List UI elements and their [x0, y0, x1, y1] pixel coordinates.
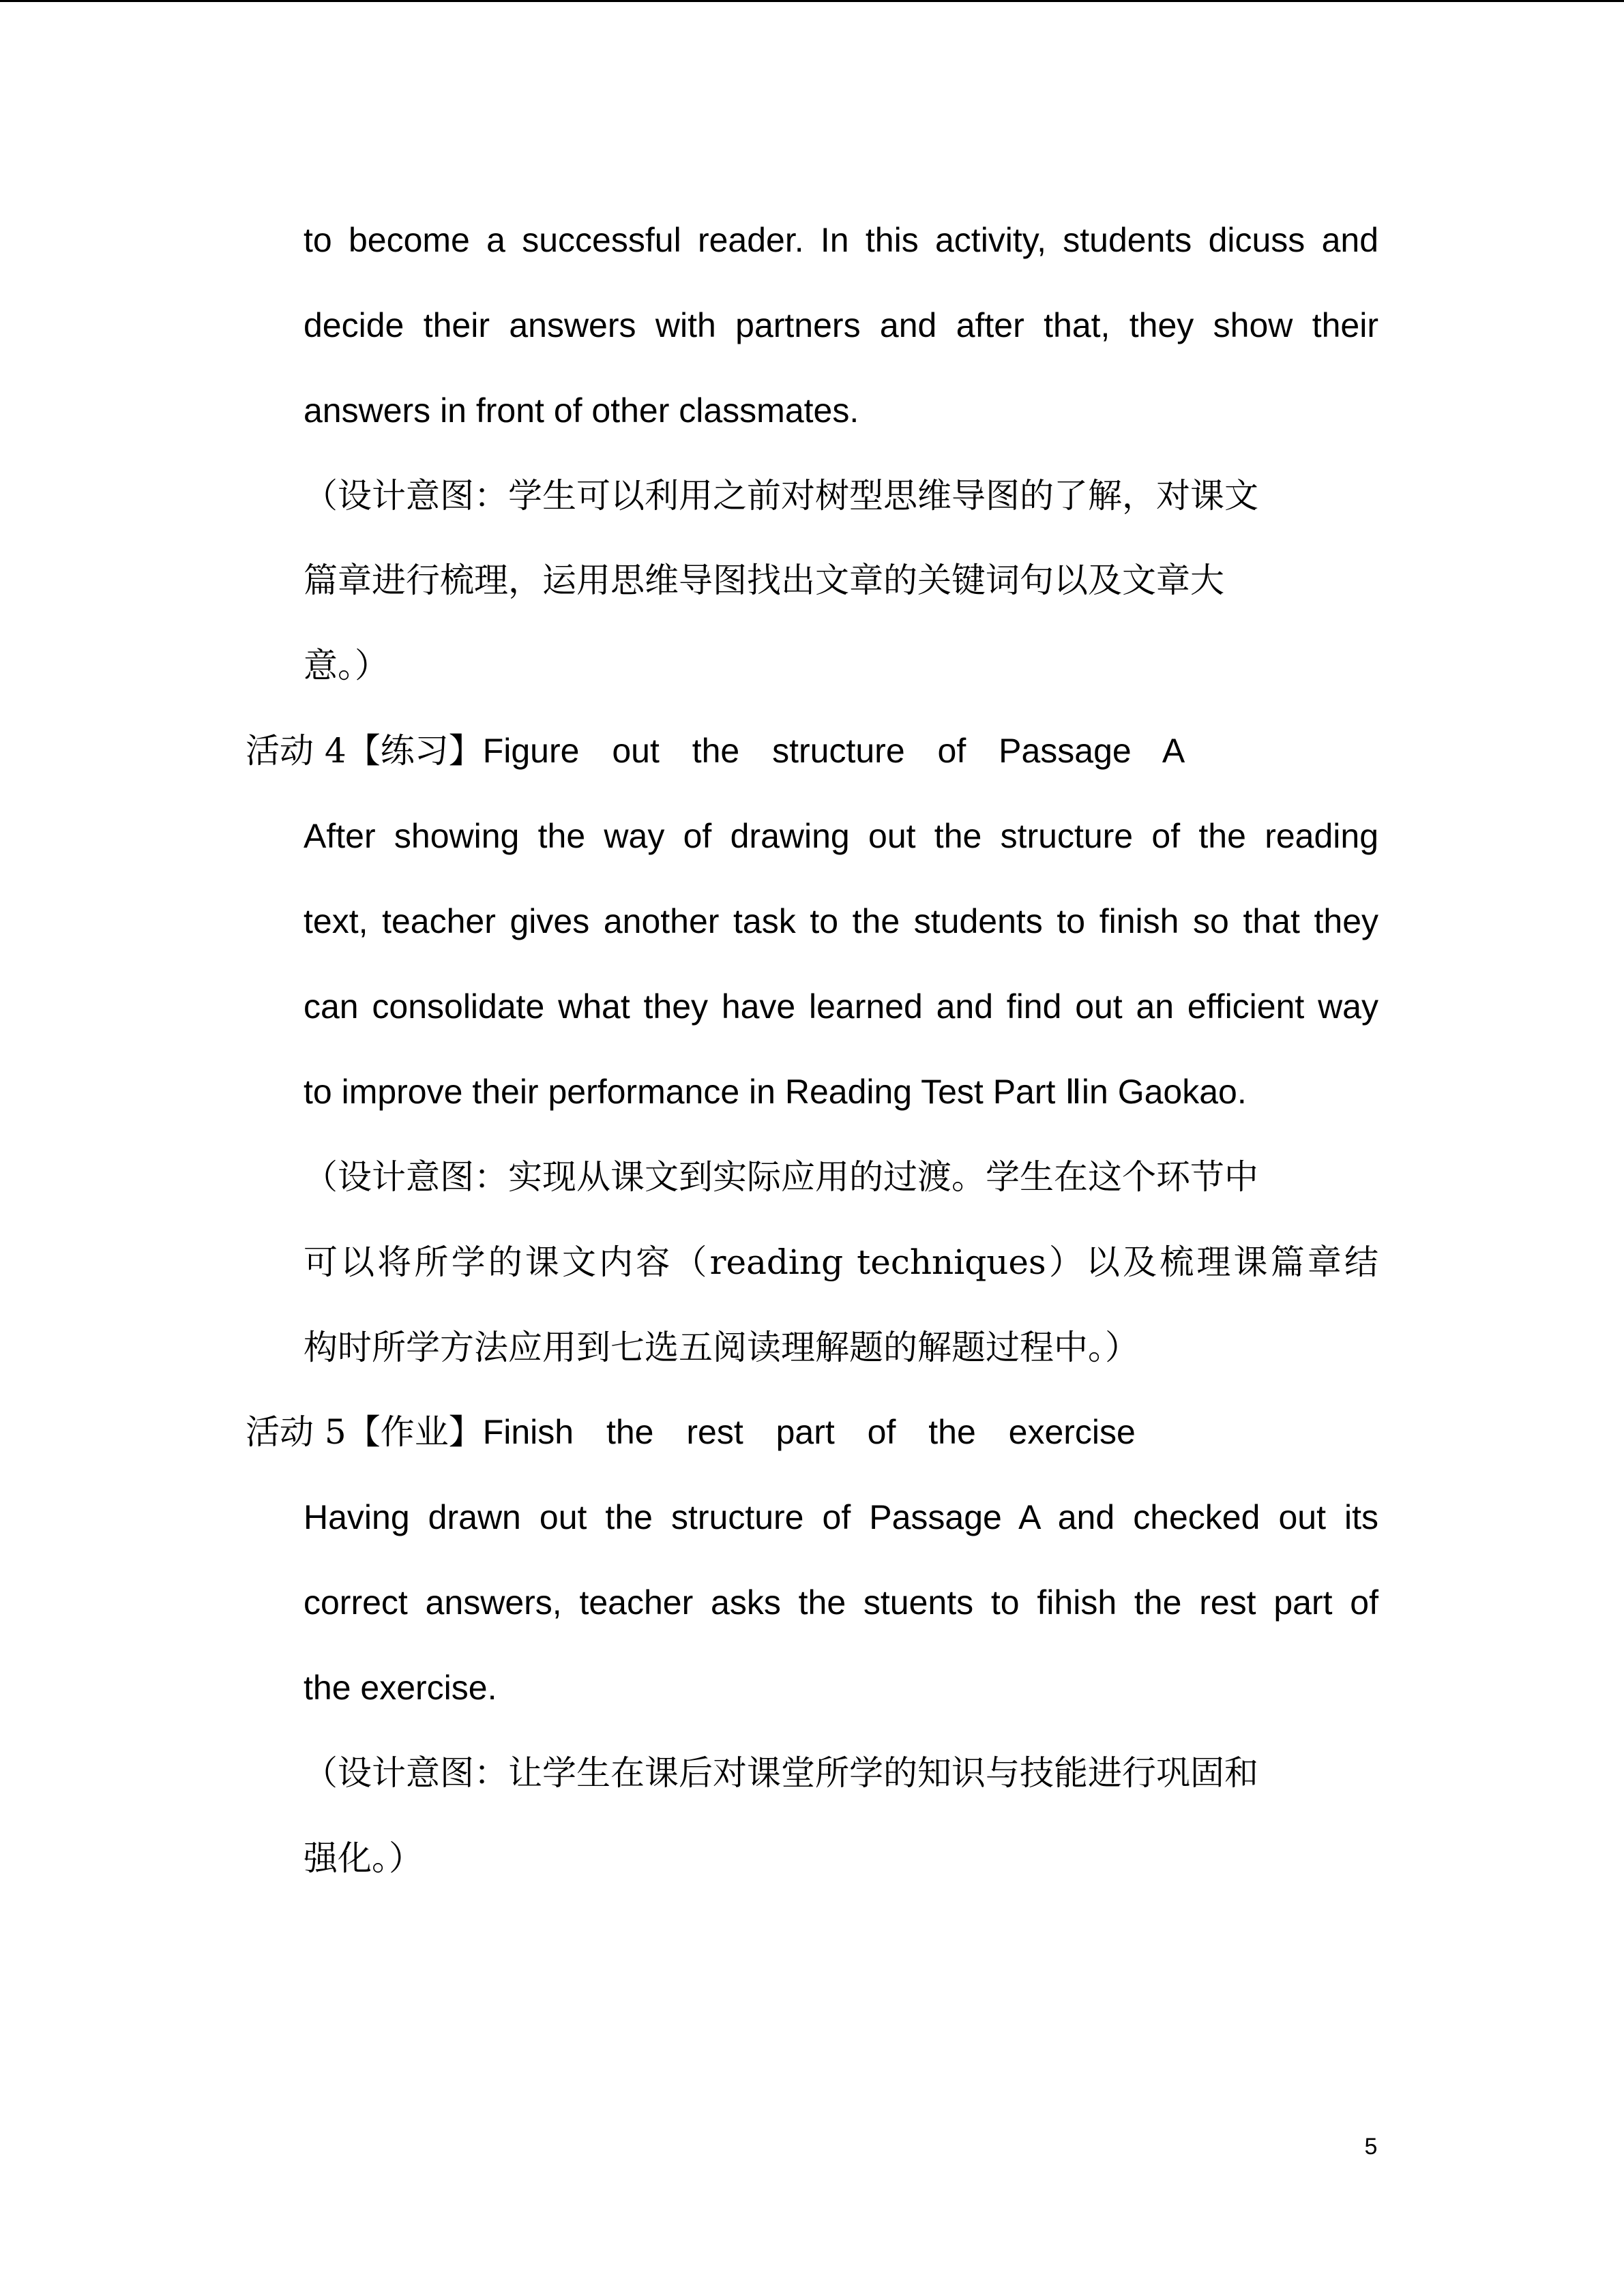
activity-5-title: Finish the rest part of the exercise: [482, 1413, 1136, 1451]
design-intent-line: 篇章进行梳理，运用思维导图找出文章的关键词句以及文章大: [304, 561, 1224, 600]
body-line: to improve their performance in Reading Test Part Ⅱin Gaokao.: [304, 1073, 1247, 1111]
body-line: to become a successful reader. In this activity, students dicuss and: [304, 221, 1378, 259]
activity-5-label: 活动 5【作业】: [246, 1412, 483, 1452]
design-intent-line: （设计意图：实现从课文到实际应用的过渡。学生在这个环节中: [304, 1157, 1258, 1197]
design-intent-line: （设计意图：学生可以利用之前对树型思维导图的了解，对课文: [304, 476, 1258, 516]
body-line: can consolidate what they have learned and find out an efficient way: [304, 987, 1378, 1026]
page-number: 5: [1364, 2134, 1378, 2160]
body-line: After showing the way of drawing out the structure of the reading: [304, 817, 1378, 855]
design-intent-line: 意。）: [304, 646, 389, 685]
activity-4-label: 活动 4【练习】: [246, 731, 483, 771]
activity-5-heading: [246, 1405, 1262, 1459]
body-line: decide their answers with partners and after that, they show their: [304, 306, 1378, 344]
activity-4-heading: [246, 724, 1262, 778]
body-line: text, teacher gives another task to the students to finish so that they: [304, 902, 1378, 940]
design-intent-line: 构时所学方法应用到七选五阅读理解题的解题过程中。）: [304, 1328, 1139, 1367]
body-line: Having drawn out the structure of Passage A and checked out its: [304, 1498, 1378, 1536]
design-intent-line: 强化。）: [304, 1838, 423, 1878]
body-line: the exercise.: [304, 1669, 497, 1707]
activity-4-title: Figure out the structure of Passage A: [482, 732, 1185, 770]
body-line: correct answers, teacher asks the stuents to fihish the rest part of: [304, 1583, 1378, 1622]
body-line: answers in front of other classmates.: [304, 391, 859, 430]
design-intent-line: 可以将所学的课文内容（reading techniques）以及梳理课篇章结: [304, 1242, 1378, 1282]
design-intent-line: （设计意图：让学生在课后对课堂所学的知识与技能进行巩固和: [304, 1753, 1258, 1793]
